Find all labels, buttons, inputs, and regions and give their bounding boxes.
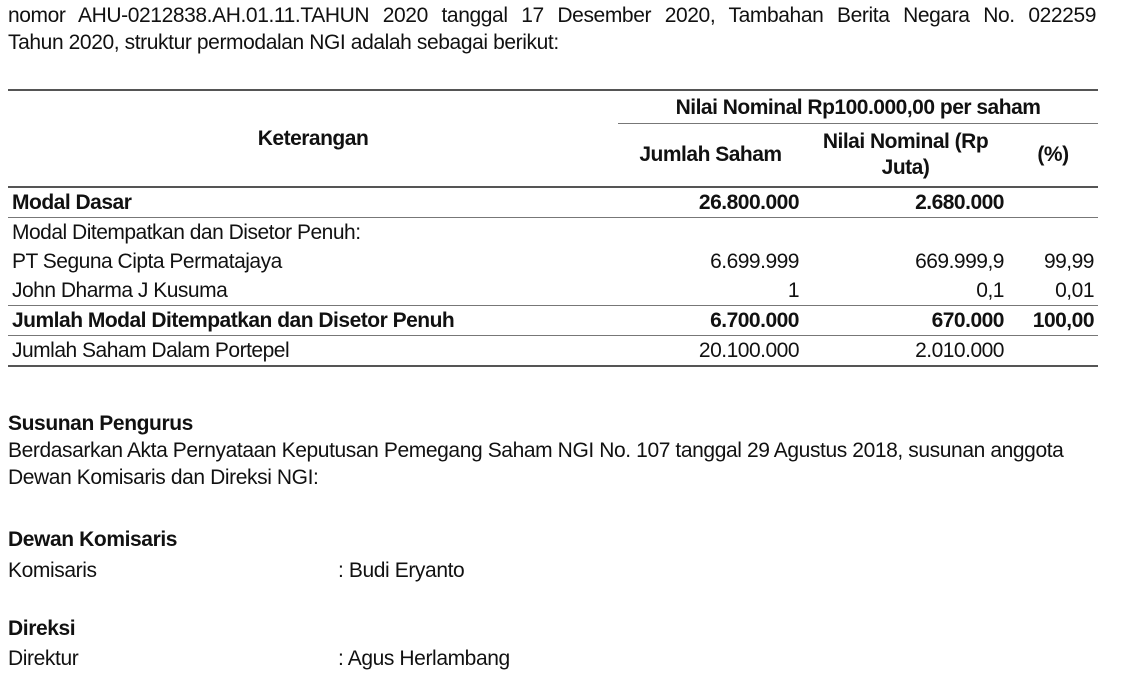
table-row (8, 247, 1098, 276)
row-label: Modal Dasar (8, 187, 618, 218)
row-nominal: 0,1 (803, 276, 1008, 306)
row-nominal: 669.999,9 (915, 250, 1004, 273)
table-row (8, 276, 1098, 306)
row-nominal: 2.010.000 (803, 336, 1008, 367)
row-nominal (803, 218, 1008, 248)
capital-structure-table (8, 89, 1098, 367)
row-label: PT Seguna Cipta Permatajaya (12, 250, 282, 273)
row-jumlah: 6.700.000 (618, 306, 803, 336)
direksi-row (8, 645, 510, 672)
row-label: John Dharma J Kusuma (8, 276, 618, 306)
header-keterangan: Keterangan (8, 90, 618, 187)
direksi-name: : Agus Herlambang (338, 647, 510, 670)
pengurus-heading: Susunan Pengurus (8, 412, 193, 435)
intro-line-1: nomor AHU-0212838.AH.01.11.TAHUN 2020 tanggal 17 Desember 2020, Tambahan Berita Negara No. 022259 (8, 4, 1096, 27)
table-row (8, 336, 1098, 367)
header-nilai-nominal: Nilai Nominal (Rp Juta) (803, 124, 1008, 188)
table-row (8, 218, 1098, 248)
direksi-heading: Direksi (8, 617, 76, 640)
intro-paragraph (8, 2, 1096, 56)
row-persen: 99,99 (1043, 250, 1094, 273)
komisaris-role: Komisaris (8, 559, 97, 582)
row-jumlah (618, 218, 803, 248)
table-row (8, 306, 1098, 336)
komisaris-heading: Dewan Komisaris (8, 528, 178, 551)
direksi-role: Direktur (8, 647, 79, 670)
row-nominal: 2.680.000 (803, 187, 1008, 218)
header-nominal-group: Nilai Nominal Rp100.000,00 per saham (618, 90, 1098, 124)
komisaris-row (8, 557, 464, 584)
row-persen (1008, 187, 1098, 218)
table-row (8, 187, 1098, 218)
header-jumlah-saham: Jumlah Saham (618, 124, 803, 188)
intro-line-2: Tahun 2020, struktur permodalan NGI adalah sebagai berikut: (8, 31, 559, 54)
row-nominal: 670.000 (803, 306, 1008, 336)
row-jumlah: 20.100.000 (618, 336, 803, 367)
header-persen: (%) (1008, 124, 1098, 188)
pengurus-line-1: Berdasarkan Akta Pernyataan Keputusan Pemegang Saham NGI No. 107 tanggal 29 Agustus 2018, susunan anggota (8, 439, 1064, 462)
row-label: Jumlah Saham Dalam Portepel (8, 336, 618, 367)
komisaris-name: : Budi Eryanto (338, 559, 465, 582)
row-persen (1008, 218, 1098, 248)
row-jumlah: 6.699.999 (710, 250, 799, 273)
row-jumlah: 1 (618, 276, 803, 306)
row-label: Modal Ditempatkan dan Disetor Penuh: (12, 221, 361, 244)
pengurus-line-2: Dewan Komisaris dan Direksi NGI: (8, 466, 319, 489)
row-persen: 100,00 (1008, 306, 1098, 336)
row-jumlah: 26.800.000 (618, 187, 803, 218)
row-label: Jumlah Modal Ditempatkan dan Disetor Penuh (8, 306, 618, 336)
row-persen (1008, 336, 1098, 367)
row-persen: 0,01 (1008, 276, 1098, 306)
